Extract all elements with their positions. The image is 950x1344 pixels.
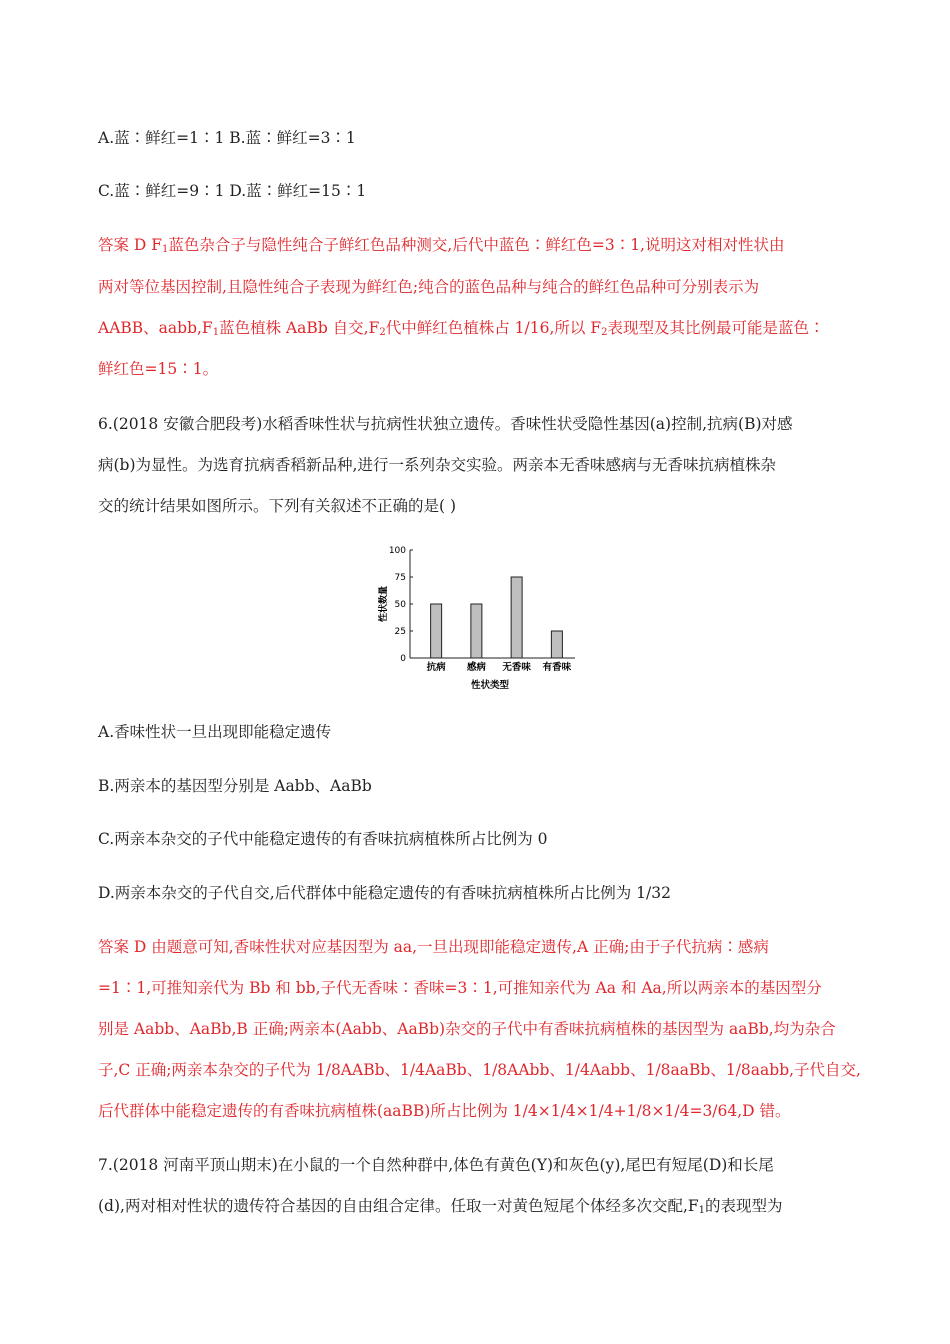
bar-1 xyxy=(471,604,482,658)
q6-answer-line-5: 后代群体中能稳定遗传的有香味抗病植株(aaBB)所占比例为 1/4×1/4×1/4+1/8×1/4=3/64,D 错。 xyxy=(98,1102,791,1120)
q5-answer-line-4: 鲜红色=15∶1。 xyxy=(98,360,219,378)
y-tick-label: 50 xyxy=(394,600,406,610)
bar-2 xyxy=(511,577,522,658)
q6-answer-line-3: 别是 Aabb、AaBb,B 正确;两亲本(Aabb、AaBb)杂交的子代中有香味抗病植株的基因型为 aaBb,均为杂合 xyxy=(98,1020,836,1038)
answer-prefix: 答案 D F xyxy=(98,236,163,254)
x-axis-label: 性状类型 xyxy=(470,680,510,691)
chart-x-ticks xyxy=(427,661,572,673)
subscript: 1 xyxy=(212,327,220,338)
q6-stem-line-3: 交的统计结果如图所示。下列有关叙述不正确的是( ) xyxy=(98,497,457,515)
bar-chart-svg xyxy=(370,538,580,693)
x-tick-label: 感病 xyxy=(466,662,486,673)
q6-option-d: D.两亲本杂交的子代自交,后代群体中能稳定遗传的有香味抗病植株所占比例为 1/32 xyxy=(98,884,671,902)
trait-bar-chart xyxy=(370,538,580,693)
x-tick-label: 有香味 xyxy=(542,662,572,673)
q5-answer-line-2: 两对等位基因控制,且隐性纯合子表现为鲜红色;纯合的蓝色品种与纯合的鲜红色品种可分别表示为 xyxy=(98,278,760,296)
answer-text: 蓝色杂合子与隐性纯合子鲜红色品种测交,后代中蓝色∶鲜红色=3∶1,说明这对相对性状由 xyxy=(168,236,785,254)
y-tick-label: 25 xyxy=(394,627,406,637)
y-tick-label: 100 xyxy=(388,546,406,556)
chart-y-ticks xyxy=(389,546,413,664)
subscript: 2 xyxy=(601,327,608,338)
q5-answer-line-3 xyxy=(98,318,824,343)
subscript: 1 xyxy=(698,1205,706,1216)
y-tick-label: 0 xyxy=(400,654,406,664)
answer-text: 代中鲜红色植株占 1/16,所以 F xyxy=(385,319,602,337)
q6-option-a: A.香味性状一旦出现即能稳定遗传 xyxy=(98,723,332,741)
answer-text: 蓝色植株 AaBb 自交,F xyxy=(219,319,380,337)
chart-bars xyxy=(431,577,563,658)
q6-option-b: B.两亲本的基因型分别是 Aabb、AaBb xyxy=(98,777,372,795)
q6-answer-line-2: =1∶1,可推知亲代为 Bb 和 bb,子代无香味∶香味=3∶1,可推知亲代为 Aa 和 Aa,所以两亲本的基因型分 xyxy=(98,979,822,997)
stem-text: (d),两对相对性状的遗传符合基因的自由组合定律。任取一对黄色短尾个体经多次交配,F xyxy=(98,1197,699,1215)
q5-answer-line-1 xyxy=(98,235,785,260)
y-tick-label: 75 xyxy=(394,573,406,583)
q7-stem-line-2 xyxy=(98,1196,783,1221)
answer-text: 表现型及其比例最可能是蓝色∶ xyxy=(607,319,825,337)
subscript: 2 xyxy=(379,327,386,338)
y-axis-label: 性状数量 xyxy=(379,585,389,623)
stem-text: 的表现型为 xyxy=(705,1197,783,1215)
q6-option-c: C.两亲本杂交的子代中能稳定遗传的有香味抗病植株所占比例为 0 xyxy=(98,830,548,848)
q6-stem-line-2: 病(b)为显性。为选育抗病香稻新品种,进行一系列杂交实验。两亲本无香味感病与无香味抗病植株杂 xyxy=(98,456,776,474)
subscript: 1 xyxy=(162,244,169,255)
q5-options-line-1: A.蓝∶鲜红=1∶1 B.蓝∶鲜红=3∶1 xyxy=(98,129,356,147)
x-tick-label: 抗病 xyxy=(426,662,446,673)
q6-answer-line-1: 答案 D 由题意可知,香味性状对应基因型为 aa,一旦出现即能稳定遗传,A 正确;由于子代抗病∶感病 xyxy=(98,938,769,956)
x-tick-label: 无香味 xyxy=(502,662,531,673)
q6-stem-line-1: 6.(2018 安徽合肥段考)水稻香味性状与抗病性状独立遗传。香味性状受隐性基因(a)控制,抗病(B)对感 xyxy=(98,415,793,433)
q6-answer-line-4: 子,C 正确;两亲本杂交的子代为 1/8AABb、1/4AaBb、1/8AAbb、1/4Aabb、1/8aaBb、1/8aabb,子代自交, xyxy=(98,1061,861,1079)
q5-options-line-2: C.蓝∶鲜红=9∶1 D.蓝∶鲜红=15∶1 xyxy=(98,182,367,200)
answer-text: AABB、aabb,F xyxy=(98,319,213,337)
bar-3 xyxy=(551,631,562,658)
bar-0 xyxy=(431,604,442,658)
q7-stem-line-1: 7.(2018 河南平顶山期末)在小鼠的一个自然种群中,体色有黄色(Y)和灰色(y),尾巴有短尾(D)和长尾 xyxy=(98,1156,774,1174)
